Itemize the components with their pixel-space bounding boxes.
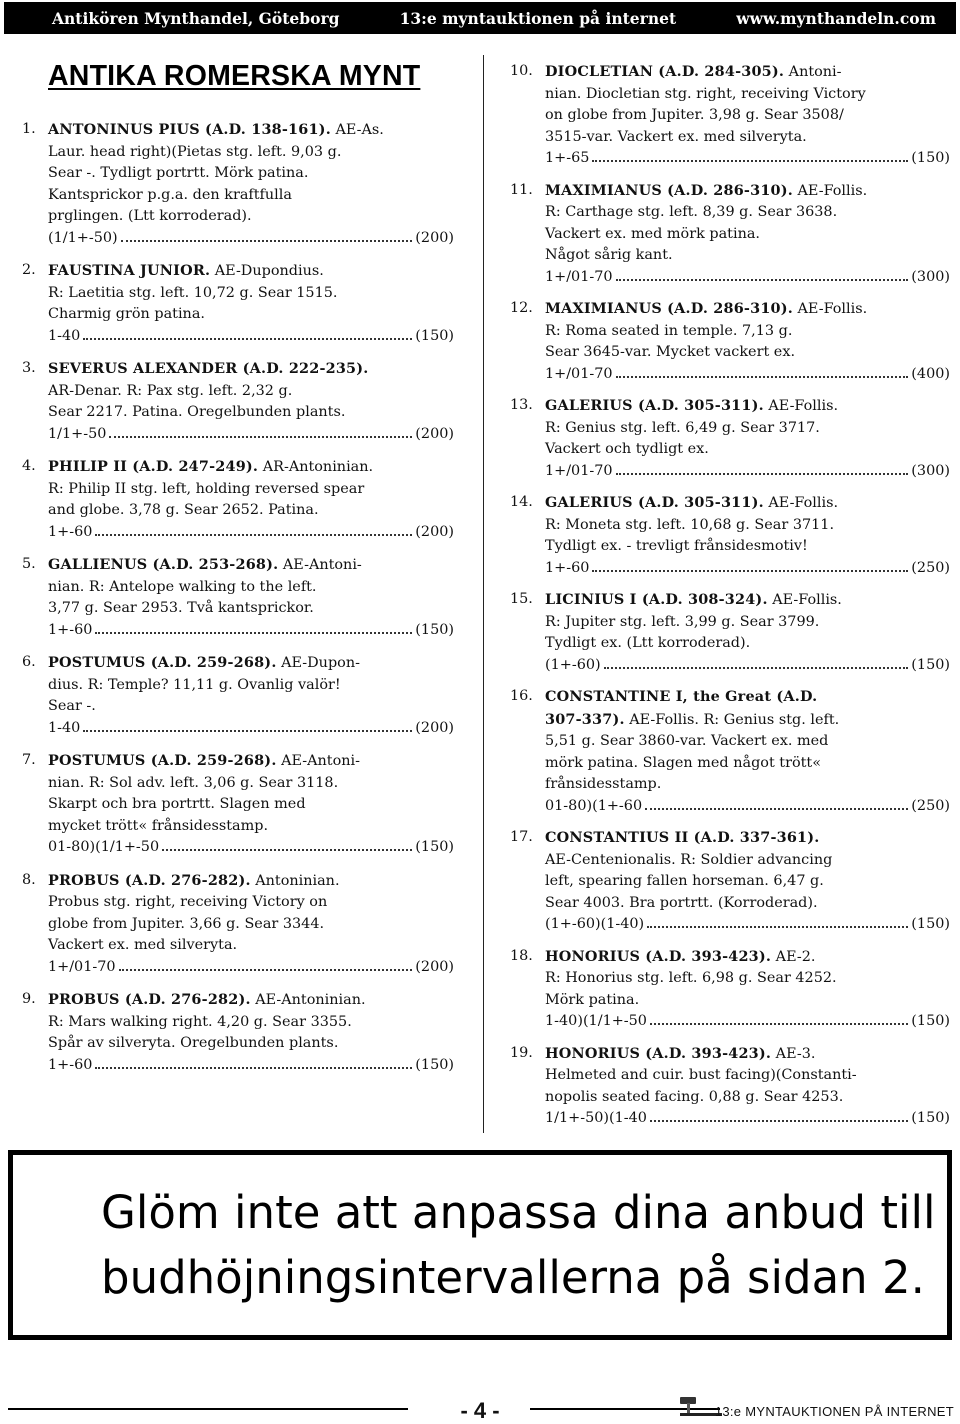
lot-entry (22, 652, 454, 739)
lot-estimate: (200) (415, 229, 454, 246)
coin-ruler-name: HONORIUS (A.D. 393-423). (545, 947, 772, 965)
lot-grade: 1+-60 (48, 621, 93, 638)
section-title: ANTIKA ROMERSKA MYNT (48, 60, 421, 92)
coin-ruler-name: GALLIENUS (A.D. 253-268). (48, 556, 279, 573)
lot-description-line (48, 816, 454, 838)
dot-leader (592, 570, 908, 572)
lot-description-line (48, 304, 454, 326)
lot-text: mycket trött« frånsidesstamp. (48, 817, 269, 834)
lot-number: 17. (510, 829, 533, 845)
lot-text: Sear 3645-var. Mycket vackert ex. (545, 344, 796, 360)
lot-text: Helmeted and cuir. bust facing)(Constanti- (545, 1067, 857, 1083)
grade-price-line (545, 796, 950, 818)
lot-number: 5. (22, 556, 36, 572)
lot-description-line (48, 456, 454, 479)
lot-description-line (545, 871, 950, 893)
lot-description-line (48, 675, 454, 697)
lot-text: Laur. head right)(Pietas stg. left. 9,03 g. (48, 143, 342, 160)
lot-number: 9. (22, 991, 36, 1007)
dot-leader (616, 473, 909, 475)
lot-text: AR-Antoninian. (258, 459, 374, 475)
lot-description-line (545, 439, 950, 461)
lot-estimate: (200) (415, 425, 454, 442)
lot-description-line (545, 968, 950, 990)
lot-text: Vackert ex. med mörk patina. (545, 225, 760, 242)
lot-text: 5,51 g. Sear 3860-var. Vackert ex. med (545, 733, 829, 749)
lot-text: AE-3. (771, 1045, 816, 1062)
lot-text: R: Moneta stg. left. 10,68 g. Sear 3711. (545, 516, 835, 533)
coin-ruler-name: POSTUMUS (A.D. 259-268). (48, 752, 277, 769)
header-bar (4, 2, 956, 34)
lot-number: 7. (22, 752, 36, 768)
lot-grade: 01-80)(1+-60 (545, 797, 643, 814)
lot-text: Något sårig kant. (545, 247, 673, 263)
lot-text: AE-Dupondius. (210, 263, 324, 279)
lot-description-line (545, 686, 950, 709)
bid-increment-reminder (8, 1150, 952, 1340)
lot-text: nian. R: Antelope walking to the left. (48, 578, 317, 595)
lot-text: 3515-var. Vackert ex. med silveryta. (545, 128, 807, 145)
lot-description-line (48, 402, 454, 424)
lot-text: nian. Diocletian stg. right, receiving Victory (545, 85, 866, 102)
lot-estimate: (150) (911, 150, 950, 166)
grade-price-line (545, 148, 950, 170)
lot-list-right (510, 61, 950, 1140)
grade-price-line (48, 1055, 454, 1077)
lot-description-line (48, 773, 454, 795)
lot-entry (22, 119, 454, 249)
column-divider (483, 55, 484, 1133)
lot-text: AE-Follis. (792, 301, 868, 317)
lot-text: Spår av silveryta. Oregelbunden plants. (48, 1035, 339, 1051)
lot-description-line (48, 696, 454, 718)
lot-entry (510, 298, 950, 385)
coin-ruler-name: MAXIMIANUS (A.D. 286-310). (545, 300, 793, 317)
lot-grade: 1-40 (48, 327, 81, 344)
lot-estimate: (150) (415, 621, 454, 638)
lot-text: Vackert ex. med silveryta. (48, 937, 238, 953)
lot-description-line (545, 298, 950, 321)
lot-description-line (48, 652, 454, 675)
grade-price-line (48, 620, 454, 642)
lot-number: 11. (510, 181, 533, 198)
lot-text: prglingen. (Ltt korroderad). (48, 208, 252, 224)
dot-leader (83, 730, 412, 732)
lot-text: Sear -. Tydligt portrtt. Mörk patina. (48, 165, 309, 181)
lot-text: AE-Follis. (763, 495, 839, 511)
lot-entry (22, 750, 454, 859)
lot-text: AE-Follis. R: Genius stg. left. (624, 711, 840, 728)
lot-number: 12. (510, 300, 533, 316)
lot-estimate: (150) (415, 327, 454, 344)
dot-leader (121, 240, 413, 242)
coin-ruler-name: POSTUMUS (A.D. 259-268). (48, 654, 277, 671)
coin-ruler-name: SEVERUS ALEXANDER (A.D. 222-235). (48, 360, 369, 377)
lot-description-line (545, 709, 950, 732)
lot-text: AE-Follis. (767, 592, 842, 608)
lot-description-line (48, 479, 454, 501)
lot-grade: 1/1+-50)(1-40 (545, 1110, 647, 1126)
lot-description-line (545, 731, 950, 753)
lot-estimate: (200) (415, 719, 454, 736)
lot-description-line (48, 577, 454, 599)
lot-grade: 1+-60 (545, 559, 590, 576)
lot-grade: 1+/01-70 (48, 958, 116, 975)
lot-text: AE-Centenionalis. R: Soldier advancing (545, 851, 833, 868)
lot-description-line (48, 794, 454, 816)
lot-entry (22, 554, 454, 641)
lot-description-line (545, 946, 950, 969)
lot-text: AR-Denar. R: Pax stg. left. 2,32 g. (48, 382, 293, 399)
lot-number: 10. (510, 63, 533, 79)
lot-text: 3,77 g. Sear 2953. Två kantsprickor. (48, 600, 314, 616)
lot-description-line (545, 1065, 950, 1087)
lot-estimate: (300) (911, 268, 950, 285)
grade-price-line (545, 655, 950, 677)
lot-text: Probus stg. right, receiving Victory on (48, 894, 328, 910)
lot-number: 8. (22, 871, 36, 888)
lot-description-line (48, 283, 454, 305)
lot-number: 6. (22, 654, 36, 670)
lot-text: Tydligt ex. - trevligt frånsidesmotiv! (545, 538, 808, 554)
lot-entry (510, 1043, 950, 1130)
lot-estimate: (250) (911, 559, 950, 576)
lot-entry (22, 358, 454, 445)
lot-grade: 1+-65 (545, 150, 590, 166)
lot-grade: 1-40 (48, 719, 81, 736)
dot-leader (650, 1023, 908, 1025)
lot-entry (22, 989, 454, 1076)
lot-text: AE-Antoni- (276, 753, 360, 769)
lot-description-line (545, 84, 950, 106)
lot-text: and globe. 3,78 g. Sear 2652. Patina. (48, 502, 319, 518)
header-shop-name: Antikören Mynthandel, Göteborg (52, 8, 340, 28)
lot-number: 16. (510, 688, 533, 704)
coin-ruler-name: HONORIUS (A.D. 393-423). (545, 1044, 772, 1062)
grade-price-line (545, 1011, 950, 1033)
lot-description-line (48, 206, 454, 228)
lot-description-line (545, 492, 950, 515)
coin-ruler-name: ANTONINUS PIUS (A.D. 138-161). (48, 121, 331, 138)
lot-text: dius. R: Temple? 11,11 g. Ovanlig valör! (48, 676, 341, 693)
lot-grade: 1-40)(1/1+-50 (545, 1013, 647, 1029)
lot-description-line (545, 321, 950, 343)
lot-description-line (545, 774, 950, 796)
grade-price-line (545, 267, 950, 289)
lot-estimate: (200) (415, 958, 454, 975)
lot-description-line (48, 1012, 454, 1034)
lot-description-line (545, 515, 950, 537)
dot-leader (616, 376, 909, 378)
lot-description-line (545, 418, 950, 440)
lot-estimate: (150) (911, 1013, 950, 1029)
lot-estimate: (150) (911, 916, 950, 932)
lot-estimate: (150) (415, 839, 454, 855)
lot-number: 2. (22, 262, 36, 278)
lot-description-line (545, 827, 950, 850)
lot-number: 4. (22, 458, 36, 474)
dot-leader (95, 534, 412, 536)
lot-description-line (48, 185, 454, 207)
grade-price-line (545, 461, 950, 483)
lot-entry (22, 456, 454, 543)
coin-ruler-name: PROBUS (A.D. 276-282). (48, 871, 251, 889)
grade-price-line (545, 1108, 950, 1130)
lot-grade: (1+-60)(1-40) (545, 916, 645, 932)
dot-leader (604, 667, 909, 669)
lot-entry (510, 395, 950, 482)
lot-grade: 1+/01-70 (545, 365, 613, 382)
dot-leader (109, 436, 412, 438)
lot-text: globe from Jupiter. 3,66 g. Sear 3344. (48, 915, 325, 932)
dot-leader (647, 926, 908, 928)
lot-text: Skarpt och bra portrtt. Slagen med (48, 796, 306, 812)
lot-estimate: (200) (415, 523, 454, 540)
grade-price-line (48, 718, 454, 740)
lot-description-line (48, 554, 454, 577)
coin-ruler-name: PROBUS (A.D. 276-282). (48, 991, 251, 1008)
lot-text: R: Carthage stg. left. 8,39 g. Sear 3638. (545, 204, 838, 220)
lot-grade: 1+/01-70 (545, 462, 613, 479)
lot-text: left, spearing fallen horseman. 6,47 g. (545, 873, 824, 889)
lot-description-line (545, 61, 950, 84)
lot-description-line (48, 870, 454, 893)
lot-text: AE-Antoni- (278, 557, 362, 573)
lot-text: R: Jupiter stg. left. 3,99 g. Sear 3799. (545, 613, 820, 630)
lot-text: Tydligt ex. (Ltt korroderad). (545, 635, 751, 651)
lot-list-left (22, 119, 454, 1087)
lot-text: nopolis seated facing. 0,88 g. Sear 4253. (545, 1088, 844, 1105)
lot-text: Mörk patina. (545, 991, 640, 1008)
lot-entry (510, 492, 950, 579)
lot-entry (510, 61, 950, 170)
lot-description-line (545, 753, 950, 775)
lot-description-line (545, 990, 950, 1012)
coin-ruler-name: PHILIP II (A.D. 247-249). (48, 458, 259, 475)
lot-grade: (1/1+-50) (48, 229, 118, 246)
lot-grade: 01-80)(1/1+-50 (48, 839, 160, 855)
lot-description-line (48, 260, 454, 283)
dot-leader (650, 1120, 908, 1122)
lot-number: 3. (22, 360, 36, 376)
lot-text: frånsidesstamp. (545, 776, 662, 792)
lot-description-line (545, 536, 950, 558)
coin-ruler-name: LICINIUS I (A.D. 308-324). (545, 591, 768, 608)
footer-title: 13:e MYNTAUKTIONEN PÅ INTERNET (714, 1404, 954, 1419)
lot-description-line (545, 342, 950, 364)
lot-text: Sear 2217. Patina. Oregelbunden plants. (48, 404, 346, 420)
lot-description-line (545, 105, 950, 127)
coin-ruler-name: GALERIUS (A.D. 305-311). (545, 397, 764, 414)
lot-number: 13. (510, 397, 533, 413)
lot-description-line (48, 358, 454, 381)
lot-text: Charmig grön patina. (48, 306, 205, 322)
reminder-line-2: budhöjningsintervallerna på sidan 2. (101, 1251, 925, 1304)
lot-description-line (48, 1033, 454, 1055)
lot-description-line (48, 892, 454, 914)
lot-text: AE-Antoninian. (250, 992, 366, 1008)
lot-description-line (545, 850, 950, 872)
lot-description-line (48, 381, 454, 403)
lot-description-line (545, 633, 950, 655)
lot-number: 1. (22, 121, 36, 137)
reminder-line-1: Glöm inte att anpassa dina anbud till (101, 1186, 936, 1239)
dot-leader (95, 1067, 412, 1069)
lot-description-line (545, 224, 950, 246)
lot-estimate: (250) (911, 797, 950, 814)
lot-text: AE-Follis. (763, 398, 839, 414)
header-auction-title: 13:e myntauktionen på internet (399, 8, 677, 28)
lot-text: R: Mars walking right. 4,20 g. Sear 3355. (48, 1013, 352, 1030)
lot-number: 14. (510, 494, 533, 510)
lot-description-line (545, 1043, 950, 1066)
lot-description-line (48, 163, 454, 185)
lot-estimate: (300) (911, 462, 950, 479)
lot-entry (510, 589, 950, 676)
lot-text: AE-2. (771, 948, 816, 965)
lot-grade: 1/1+-50 (48, 425, 107, 442)
coin-ruler-name: GALERIUS (A.D. 305-311). (545, 494, 764, 511)
lot-description-line (48, 989, 454, 1012)
lot-description-line (545, 245, 950, 267)
lot-description-line (48, 935, 454, 957)
lot-text: AE-Dupon- (276, 655, 360, 671)
lot-text: mörk patina. Slagen med något trött« (545, 754, 821, 771)
dot-leader (119, 969, 413, 971)
lot-number: 18. (510, 947, 533, 964)
lot-description-line (545, 395, 950, 418)
lot-entry (22, 260, 454, 347)
lot-text: Sear 4003. Bra portrtt. (Korroderad). (545, 894, 818, 911)
dot-leader (616, 279, 909, 281)
lot-number: 15. (510, 591, 533, 607)
dot-leader (95, 632, 412, 634)
lot-text: R: Genius stg. left. 6,49 g. Sear 3717. (545, 419, 820, 436)
lot-description-line (545, 589, 950, 612)
lot-text: R: Laetitia stg. left. 10,72 g. Sear 1515. (48, 284, 338, 301)
coin-ruler-name: CONSTANTINE I, the Great (A.D. (545, 688, 818, 705)
lot-entry (510, 686, 950, 817)
coin-ruler-name: MAXIMIANUS (A.D. 286-310). (545, 181, 793, 199)
coin-ruler-name: DIOCLETIAN (A.D. 284-305). (545, 63, 785, 80)
dot-leader (592, 160, 908, 162)
lot-text: AE-Follis. (792, 182, 868, 199)
lot-estimate: (150) (911, 656, 950, 673)
lot-description-line (545, 1087, 950, 1109)
grade-price-line (48, 326, 454, 348)
lot-text: Antoni- (784, 64, 842, 80)
lot-description-line (545, 612, 950, 634)
grade-price-line (48, 424, 454, 446)
lot-entry (510, 827, 950, 936)
lot-text: nian. R: Sol adv. left. 3,06 g. Sear 3118. (48, 774, 339, 791)
lot-number: 19. (510, 1044, 533, 1061)
grade-price-line (48, 228, 454, 250)
lot-description-line (48, 598, 454, 620)
lot-text: R: Philip II stg. left, holding reversed spear (48, 480, 365, 497)
lot-entry (510, 946, 950, 1033)
lot-text: on globe from Jupiter. 3,98 g. Sear 3508/ (545, 107, 844, 123)
lot-estimate: (150) (911, 1110, 950, 1126)
grade-price-line (545, 364, 950, 386)
grade-price-line (545, 914, 950, 936)
lot-description-line (545, 893, 950, 915)
grade-price-line (48, 837, 454, 859)
lot-grade: 1+/01-70 (545, 268, 613, 285)
grade-price-line (48, 522, 454, 544)
lot-text: Kantsprickor p.g.a. den kraftfulla (48, 186, 292, 203)
lot-text: R: Roma seated in temple. 7,13 g. (545, 322, 793, 339)
lot-description-line (48, 500, 454, 522)
lot-text: R: Honorius stg. left. 6,98 g. Sear 4252. (545, 970, 837, 986)
coin-ruler-name: FAUSTINA JUNIOR. (48, 262, 211, 279)
lot-description-line (48, 750, 454, 773)
lot-grade: (1+-60) (545, 656, 601, 673)
lot-description-line (545, 180, 950, 203)
lot-text: Sear -. (48, 698, 96, 714)
lot-description-line (545, 202, 950, 224)
lot-description-line (545, 127, 950, 149)
lot-entry (510, 180, 950, 289)
grade-price-line (48, 957, 454, 979)
dot-leader (645, 808, 908, 810)
coin-ruler-name: 307-337). (545, 710, 625, 728)
lot-description-line (48, 142, 454, 164)
lot-description-line (48, 119, 454, 142)
lot-entry (22, 870, 454, 979)
lot-text: Antoninian. (250, 872, 340, 889)
lot-estimate: (400) (911, 365, 950, 382)
grade-price-line (545, 558, 950, 580)
lot-estimate: (150) (415, 1056, 454, 1073)
header-website[interactable]: www.mynthandeln.com (736, 8, 936, 28)
coin-ruler-name: CONSTANTIUS II (A.D. 337-361). (545, 829, 820, 846)
lot-description-line (48, 914, 454, 936)
lot-grade: 1+-60 (48, 523, 93, 540)
dot-leader (162, 849, 412, 851)
lot-text: AE-As. (330, 122, 384, 138)
dot-leader (83, 338, 412, 340)
lot-text: Vackert och tydligt ex. (545, 441, 709, 457)
lot-grade: 1+-60 (48, 1056, 93, 1073)
page-number: - 4 - (0, 1398, 960, 1424)
